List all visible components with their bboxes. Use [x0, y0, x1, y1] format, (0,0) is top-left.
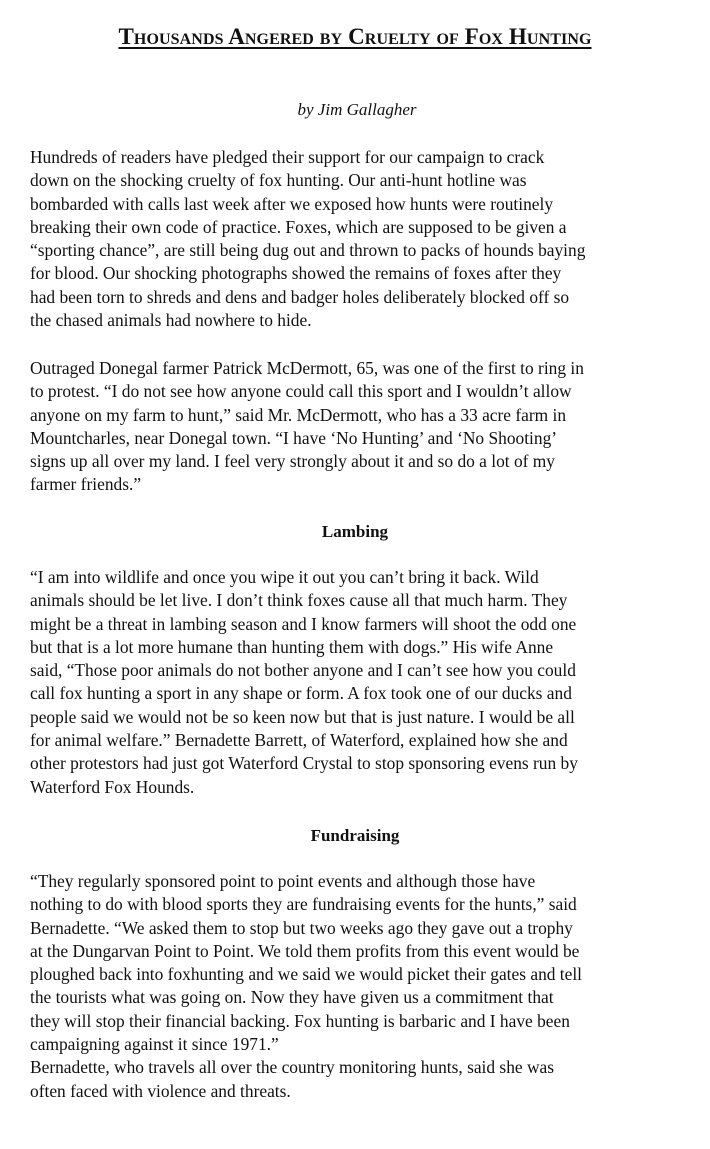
- text-line: Bernadette, who travels all over the country monitoring hunts, said she was: [30, 1057, 555, 1078]
- text-line: farmer friends.”: [30, 474, 142, 495]
- paragraph-1: [30, 146, 700, 332]
- text-line: said, “Those poor animals do not bother anyone and I can’t see how you could: [30, 660, 576, 681]
- text-line: “I am into wildlife and once you wipe it out you can’t bring it back. Wild: [30, 567, 539, 587]
- text-line: nothing to do with blood sports they are fundraising events for the hunts,” said: [30, 894, 577, 915]
- text-line: the tourists what was going on. Now they have given us a commitment that: [30, 987, 554, 1008]
- text-line: Mountcharles, near Donegal town. “I have ‘No Hunting’ and ‘No Shooting’: [30, 427, 558, 448]
- text-line: the chased animals had nowhere to hide.: [30, 310, 312, 331]
- text-line: campaigning against it since 1971.”: [30, 1034, 279, 1055]
- text-line: people said we would not be so keen now but that is just nature. I would be all: [30, 706, 575, 727]
- text-line: at the Dungarvan Point to Point. We told them profits from this event would be: [30, 940, 580, 961]
- text-line: other protestors had just got Waterford Crystal to stop sponsoring evens run by: [30, 753, 578, 774]
- text-line: anyone on my farm to hunt,” said Mr. McDermott, who has a 33 acre farm in: [30, 404, 567, 425]
- text-line: animals should be let live. I don’t think foxes cause all that much harm. They: [30, 590, 568, 611]
- paragraph-4: [30, 870, 700, 1103]
- text-line: often faced with violence and threats.: [30, 1080, 291, 1101]
- text-line: Outraged Donegal farmer Patrick McDermott, 65, was one of the first to ring in: [30, 358, 584, 378]
- text-line: call fox hunting a sport in any shape or form. A fox took one of our ducks and: [30, 683, 572, 704]
- text-line: down on the shocking cruelty of fox hunting. Our anti-hunt hotline was: [30, 170, 527, 191]
- paragraph-3: [30, 566, 700, 799]
- text-line: for animal welfare.” Bernadette Barrett, of Waterford, explained how she and: [30, 730, 568, 751]
- subheading-fundraising: Fundraising: [310, 826, 400, 845]
- text-line: for blood. Our shocking photographs showed the remains of foxes after they: [30, 263, 562, 284]
- text-line: breaking their own code of practice. Foxes, which are supposed to be given a: [30, 216, 567, 237]
- article-headline: Thousands Angered by Cruelty of Fox Hunting: [118, 24, 592, 49]
- text-line: bombarded with calls last week after we exposed how hunts were routinely: [30, 193, 554, 214]
- article-byline: by Jim Gallagher: [297, 100, 417, 119]
- text-line: but that is a lot more humane than hunting them with dogs.” His wife Anne: [30, 636, 554, 657]
- text-line: “They regularly sponsored point to point events and although those have: [30, 871, 536, 891]
- subheading-lambing: Lambing: [321, 522, 389, 541]
- text-line: to protest. “I do not see how anyone could call this sport and I wouldn’t allow: [30, 381, 572, 402]
- paragraph-2: [30, 357, 700, 497]
- text-line: Hundreds of readers have pledged their support for our campaign to crack: [30, 147, 545, 167]
- text-line: “sporting chance”, are still being dug out and thrown to packs of hounds baying: [30, 240, 586, 261]
- text-line: Bernadette. “We asked them to stop but two weeks ago they gave out a trophy: [30, 917, 573, 938]
- text-line: signs up all over my land. I feel very strongly about it and so do a lot of my: [30, 451, 556, 472]
- text-line: Waterford Fox Hounds.: [30, 776, 195, 797]
- text-line: had been torn to shreds and dens and badger holes deliberately blocked off so: [30, 286, 570, 307]
- text-line: they will stop their financial backing. Fox hunting is barbaric and I have been: [30, 1010, 570, 1031]
- text-line: might be a threat in lambing season and I know farmers will shoot the odd one: [30, 613, 577, 634]
- text-line: ploughed back into foxhunting and we said we would picket their gates and tell: [30, 964, 583, 985]
